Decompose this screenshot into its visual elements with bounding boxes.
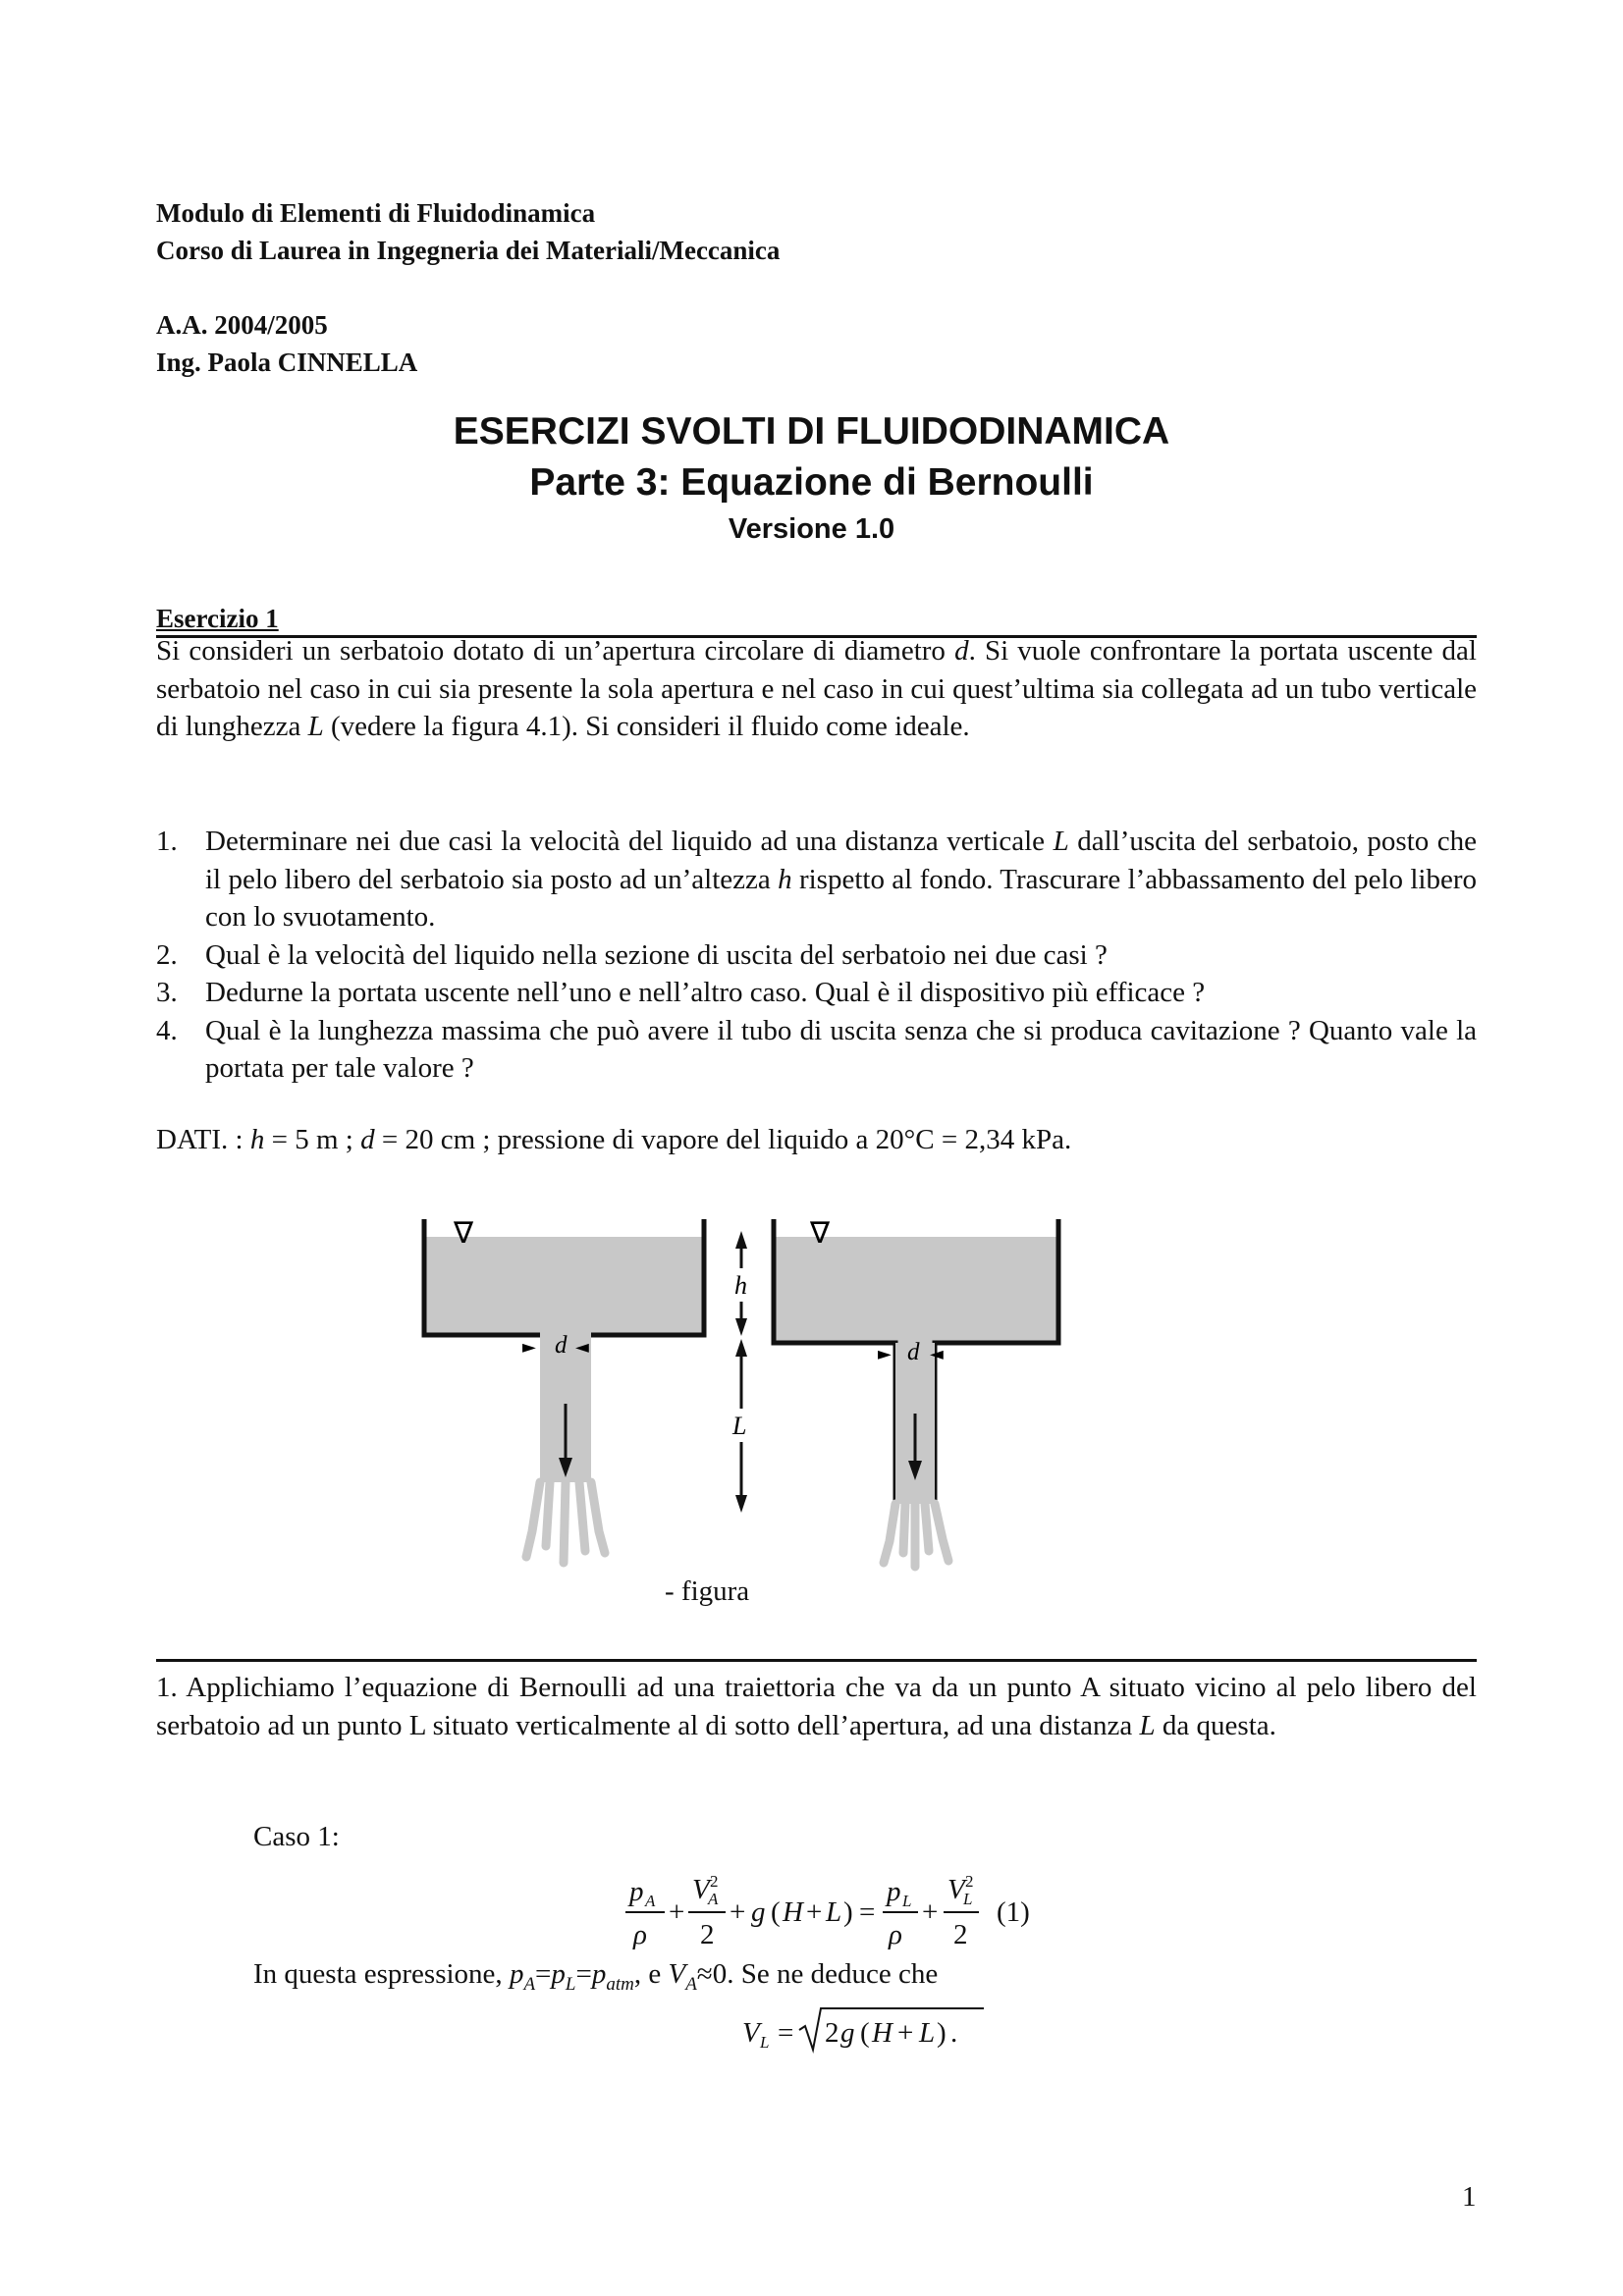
degree-course: Corso di Laurea in Ingegneria dei Materiali/Meccanica: [156, 236, 781, 265]
arrow-up-icon: [735, 1339, 747, 1357]
left-jet-spray: [526, 1482, 605, 1563]
svg-text:2: 2: [965, 1872, 974, 1891]
svg-text:+: +: [806, 1896, 823, 1928]
svg-text:L: L: [760, 2033, 770, 2052]
right-tank-liquid: [774, 1237, 1058, 1343]
svg-text:+: +: [897, 2017, 914, 2049]
question-item: 2. Qual è la velocità del liquido nella sezione di uscita del serbatoio nei due casi ?: [156, 938, 1108, 971]
figure-caption: - figura: [665, 1575, 750, 1607]
section-divider: [156, 1659, 1477, 1662]
diameter-label: d: [555, 1332, 568, 1359]
document-version: Versione 1.0: [728, 513, 895, 545]
document-subtitle: Parte 3: Equazione di Bernoulli: [529, 461, 1094, 504]
svg-text:V: V: [692, 1874, 710, 1905]
svg-text:+: +: [730, 1896, 746, 1928]
question-item: 1. Determinare nei due casi la velocità del liquido ad una distanza verticale L dall’uscita del serbatoio, posto che il pelo libero del serbatoio sia posto ad un’altezza h rispetto al fondo. Trascurare l’abbassamento del pelo libero con lo svuotamento.: [156, 826, 1478, 933]
velocity-result-equation: [738, 2002, 1013, 2061]
svg-text:(: (: [860, 2017, 870, 2049]
length-label: L: [732, 1412, 747, 1440]
svg-text:2: 2: [710, 1872, 719, 1891]
svg-text:2: 2: [825, 2017, 839, 2049]
svg-text:): ): [937, 2017, 947, 2049]
given-data: DATI. : h = 5 m ; d = 20 cm ; pressione di vapore del liquido a 20°C = 2,34 kPa.: [156, 1124, 1072, 1155]
svg-text:=: =: [778, 2017, 794, 2049]
document-title: ESERCIZI SVOLTI DI FLUIDODINAMICA: [453, 410, 1170, 453]
svg-text:L: L: [919, 2017, 936, 2049]
svg-text:A: A: [645, 1892, 656, 1910]
question-list: [156, 823, 1477, 1088]
course-module: Modulo di Elementi di Fluidodinamica: [156, 198, 596, 228]
diameter-arrow-icon: ►: [878, 1344, 892, 1364]
svg-text:L: L: [826, 1896, 842, 1928]
question-item: 3. Dedurne la portata uscente nell’uno e nell’altro caso. Qual è il dispositivo più efficace ?: [156, 977, 1206, 1008]
svg-text:.: .: [950, 2017, 958, 2049]
diameter-arrow-icon: ◄: [930, 1344, 944, 1364]
svg-text:+: +: [922, 1896, 939, 1928]
svg-text:g: g: [840, 2017, 855, 2049]
svg-text:2: 2: [953, 1919, 968, 1950]
conditions-line: In questa espressione, $p_A=p_L=p_{atm}$, e $V_A\approx 0$. Se ne deduce che: [253, 1958, 939, 1995]
svg-text:ρ: ρ: [889, 1919, 902, 1950]
exercise-statement: Si consideri un serbatoio dotato di un’apertura circolare di diametro d. Si vuole confrontare la portata uscente dal serbatoio nel caso in cui sia presente la sola apertura e nel caso in cui quest’ultima sia collegata ad un tubo verticale di lunghezza L (vedere la figura 4.1). Si consideri il fluido come ideale.: [156, 635, 1477, 742]
svg-text:): ): [843, 1896, 853, 1928]
question-item: 4. Qual è la lunghezza massima che può avere il tubo di uscita senza che si produca cavitazione ? Quanto vale la portata per tale valore ?: [156, 1014, 1477, 1084]
svg-text:L: L: [963, 1890, 973, 1908]
svg-text:H: H: [783, 1896, 803, 1928]
svg-text:g: g: [751, 1896, 766, 1928]
svg-text:p: p: [887, 1876, 901, 1907]
exercise-heading: Esercizio 1: [156, 604, 1477, 638]
svg-text:+: +: [669, 1896, 685, 1928]
tank-figure: [403, 1207, 1090, 1580]
diameter-arrow-icon: ◄: [575, 1337, 589, 1358]
equation-number: (1): [997, 1896, 1030, 1928]
svg-text:L: L: [902, 1892, 912, 1910]
case-label: Caso 1:: [253, 1821, 340, 1852]
arrow-down-icon: [735, 1495, 747, 1513]
page-number: 1: [1462, 2181, 1477, 2213]
svg-text:H: H: [872, 2017, 893, 2049]
solution-intro: 1. Applichiamo l’equazione di Bernoulli ad una traiettoria che va da un punto A situato vicino al pelo libero del serbatoio ad un punto L situato verticalmente al di sotto dell’apertura, ad una distanza L da questa.: [156, 1672, 1477, 1741]
diameter-arrow-icon: ►: [522, 1337, 536, 1358]
right-jet-spray: [884, 1504, 948, 1567]
svg-text:=: =: [859, 1896, 876, 1928]
height-label: h: [734, 1271, 747, 1300]
academic-year: A.A. 2004/2005: [156, 310, 328, 340]
svg-text:V: V: [947, 1874, 965, 1905]
svg-text:V: V: [742, 2017, 760, 2049]
bernoulli-equation: [623, 1865, 1114, 1953]
author: Ing. Paola CINNELLA: [156, 347, 418, 377]
free-surface-icon: ∇: [810, 1216, 831, 1251]
free-surface-icon: ∇: [454, 1216, 474, 1251]
svg-text:(: (: [771, 1896, 781, 1928]
svg-text:2: 2: [700, 1919, 715, 1950]
diameter-label: d: [907, 1339, 920, 1365]
svg-text:A: A: [708, 1890, 719, 1908]
arrow-up-icon: [735, 1231, 747, 1249]
svg-text:ρ: ρ: [633, 1919, 647, 1950]
svg-text:p: p: [629, 1876, 644, 1907]
left-tank-liquid: [424, 1237, 704, 1335]
arrow-down-icon: [735, 1318, 747, 1336]
